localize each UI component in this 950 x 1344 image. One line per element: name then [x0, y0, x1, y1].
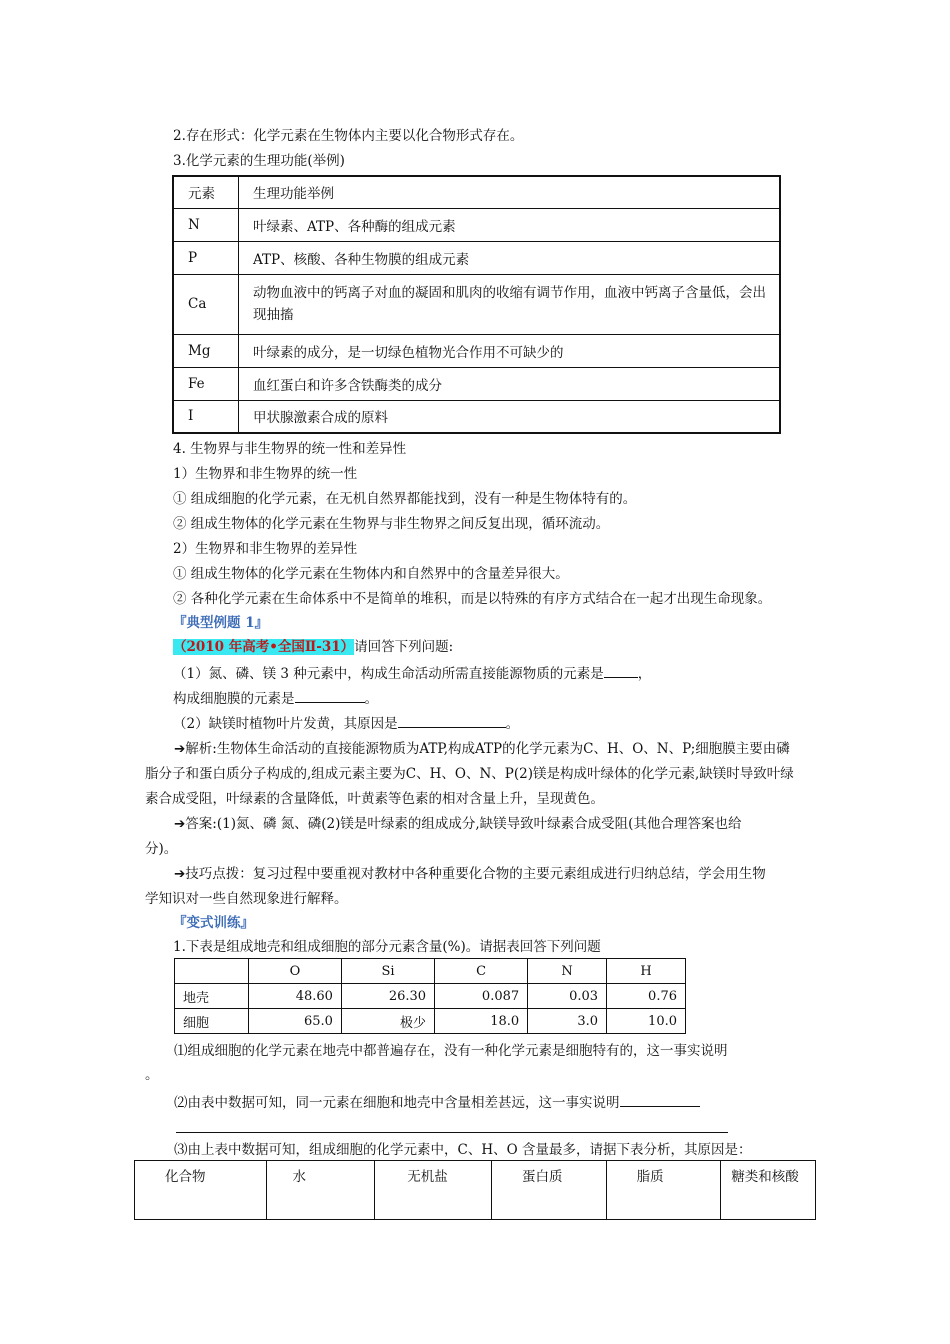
- table-cell: 18.0: [435, 1009, 528, 1034]
- table-cell: 叶绿素、ATP、各种酶的组成元素: [239, 208, 781, 241]
- table-cell: 65.0: [248, 1009, 341, 1034]
- table-cell: 0.087: [435, 984, 528, 1009]
- table-cell: 0.03: [528, 984, 607, 1009]
- diff-p2: ② 各种化学元素在生命体系中不是简单的堆积，而是以特殊的有序方式结合在一起才出现生命现象。: [173, 591, 772, 607]
- function-heading: 3.化学元素的生理功能(举例): [173, 153, 345, 169]
- variant-title: 『变式训练』: [173, 915, 254, 931]
- table-header-cell: C: [435, 959, 528, 984]
- table-cell: 动物血液中的钙离子对血的凝固和肌肉的收缩有调节作用，血液中钙离子含量低，会出现抽搐: [239, 274, 781, 334]
- table-header-cell: 糖类和核酸: [721, 1161, 816, 1220]
- variant-question-1: 1.下表是组成地壳和组成细胞的部分元素含量(%)。请据表回答下列问题: [173, 939, 601, 955]
- answer-line-2: 分)。: [145, 841, 178, 857]
- table-cell: 3.0: [528, 1009, 607, 1034]
- diff-p1: ① 组成生物体的化学元素在生物体内和自然界中的含量差异很大。: [173, 566, 569, 582]
- table-cell: 10.0: [607, 1009, 686, 1034]
- table-header-cell: 元素: [173, 176, 239, 208]
- tip-line-1: ➔技巧点拨：复习过程中要重视对教材中各种重要化合物的主要元素组成进行归纳总结，学会用生物: [174, 866, 766, 882]
- answer-line-1: ➔答案:(1)氮、磷 氮、磷(2)镁是叶绿素的组成成分,缺镁导致叶绿素合成受阻(其他合理答案也给: [174, 816, 742, 832]
- table-cell: Fe: [173, 367, 239, 400]
- table-header-cell: 无机盐: [375, 1161, 492, 1220]
- unity-heading: 4. 生物界与非生物界的统一性和差异性: [173, 441, 407, 457]
- form-heading: 2.存在形式：化学元素在生物体内主要以化合物形式存在。: [173, 128, 524, 144]
- table-header-cell: H: [607, 959, 686, 984]
- punctuation: 。: [364, 691, 378, 707]
- table-cell: 甲状腺激素合成的原料: [239, 400, 781, 433]
- example-prompt: 请回答下列问题:: [354, 639, 454, 655]
- unity-sub2: 2）生物界和非生物界的差异性: [173, 541, 358, 557]
- table-header-cell: O: [248, 959, 341, 984]
- table-cell: 细胞: [175, 1009, 249, 1034]
- table-cell: 26.30: [341, 984, 434, 1009]
- element-function-table: [172, 175, 781, 434]
- table-header-cell: 化合物: [135, 1161, 267, 1220]
- table-cell: 地壳: [175, 984, 249, 1009]
- answer-blank[interactable]: [604, 663, 638, 678]
- table-header-cell: Si: [341, 959, 434, 984]
- unity-p1: ① 组成细胞的化学元素，在无机自然界都能找到，没有一种是生物体特有的。: [173, 491, 637, 507]
- element-content-table: [174, 958, 686, 1034]
- analysis-line-1: ➔解析:生物体生命活动的直接能源物质为ATP,构成ATP的化学元素为C、H、O、N、P;细胞膜主要由磷: [174, 741, 790, 757]
- example-source: （2010 年高考•全国Ⅱ-31）: [173, 639, 355, 655]
- answer-blank[interactable]: [398, 713, 506, 728]
- table-cell: 血红蛋白和许多含铁酶类的成分: [239, 367, 781, 400]
- answer-blank[interactable]: [620, 1092, 700, 1107]
- table-header-cell: [175, 959, 249, 984]
- example-title: 『典型例题 1』: [173, 615, 269, 631]
- table-header-cell: 生理功能举例: [239, 176, 781, 208]
- punctuation: 。: [505, 716, 520, 732]
- question-1-b: [173, 688, 378, 708]
- sub-question-1-end: 。: [145, 1067, 159, 1083]
- sub-question-1: ⑴组成细胞的化学元素在地壳中都普遍存在，没有一种化学元素是细胞特有的，这一事实说明: [174, 1043, 728, 1059]
- table-cell: 叶绿素的成分，是一切绿色植物光合作用不可缺少的: [239, 334, 781, 367]
- question-1-text: （1）氮、磷、镁 3 种元素中，构成生命活动所需直接能源物质的元素是: [173, 666, 604, 682]
- table-header-cell: N: [528, 959, 607, 984]
- answer-blank[interactable]: [295, 688, 365, 703]
- table-cell: 0.76: [607, 984, 686, 1009]
- table-header-cell: 脂质: [606, 1161, 721, 1220]
- unity-p2: ② 组成生物体的化学元素在生物界与非生物界之间反复出现，循环流动。: [173, 516, 610, 532]
- question-2-text: （2）缺镁时植物叶片发黄，其原因是: [173, 716, 398, 732]
- sub-question-2: [174, 1092, 700, 1112]
- table-cell: Mg: [173, 334, 239, 367]
- analysis-line-2: 脂分子和蛋白质分子构成的,组成元素主要为C、H、O、N、P(2)镁是构成叶绿体的化学元素,缺镁时导致叶绿: [145, 766, 794, 782]
- table-cell: ATP、核酸、各种生物膜的组成元素: [239, 241, 781, 274]
- question-2: [173, 713, 519, 733]
- table-header-cell: 蛋白质: [491, 1161, 606, 1220]
- table-cell: 48.60: [248, 984, 341, 1009]
- table-cell: P: [173, 241, 239, 274]
- sub-question-3: ⑶由上表中数据可知，组成细胞的化学元素中，C、H、O 含量最多，请据下表分析，其原因是：: [174, 1142, 752, 1158]
- table-cell: Ca: [173, 274, 239, 334]
- unity-sub1: 1）生物界和非生物界的统一性: [173, 466, 358, 482]
- example-line: [173, 638, 453, 656]
- compound-table: [134, 1160, 816, 1220]
- answer-line[interactable]: [176, 1132, 728, 1133]
- question-1-b-text: 构成细胞膜的元素是: [173, 691, 295, 707]
- table-header-cell: 水: [266, 1161, 375, 1220]
- tip-line-2: 学知识对一些自然现象进行解释。: [145, 891, 348, 907]
- analysis-line-3: 素合成受阻，叶绿素的含量降低，叶黄素等色素的相对含量上升，呈现黄色。: [145, 791, 604, 807]
- question-1: [173, 663, 651, 683]
- table-cell: 极少: [341, 1009, 434, 1034]
- punctuation: ，: [637, 666, 652, 682]
- sub-question-2-text: ⑵由表中数据可知，同一元素在细胞和地壳中含量相差甚远，这一事实说明: [174, 1095, 620, 1111]
- table-cell: N: [173, 208, 239, 241]
- table-cell: I: [173, 400, 239, 433]
